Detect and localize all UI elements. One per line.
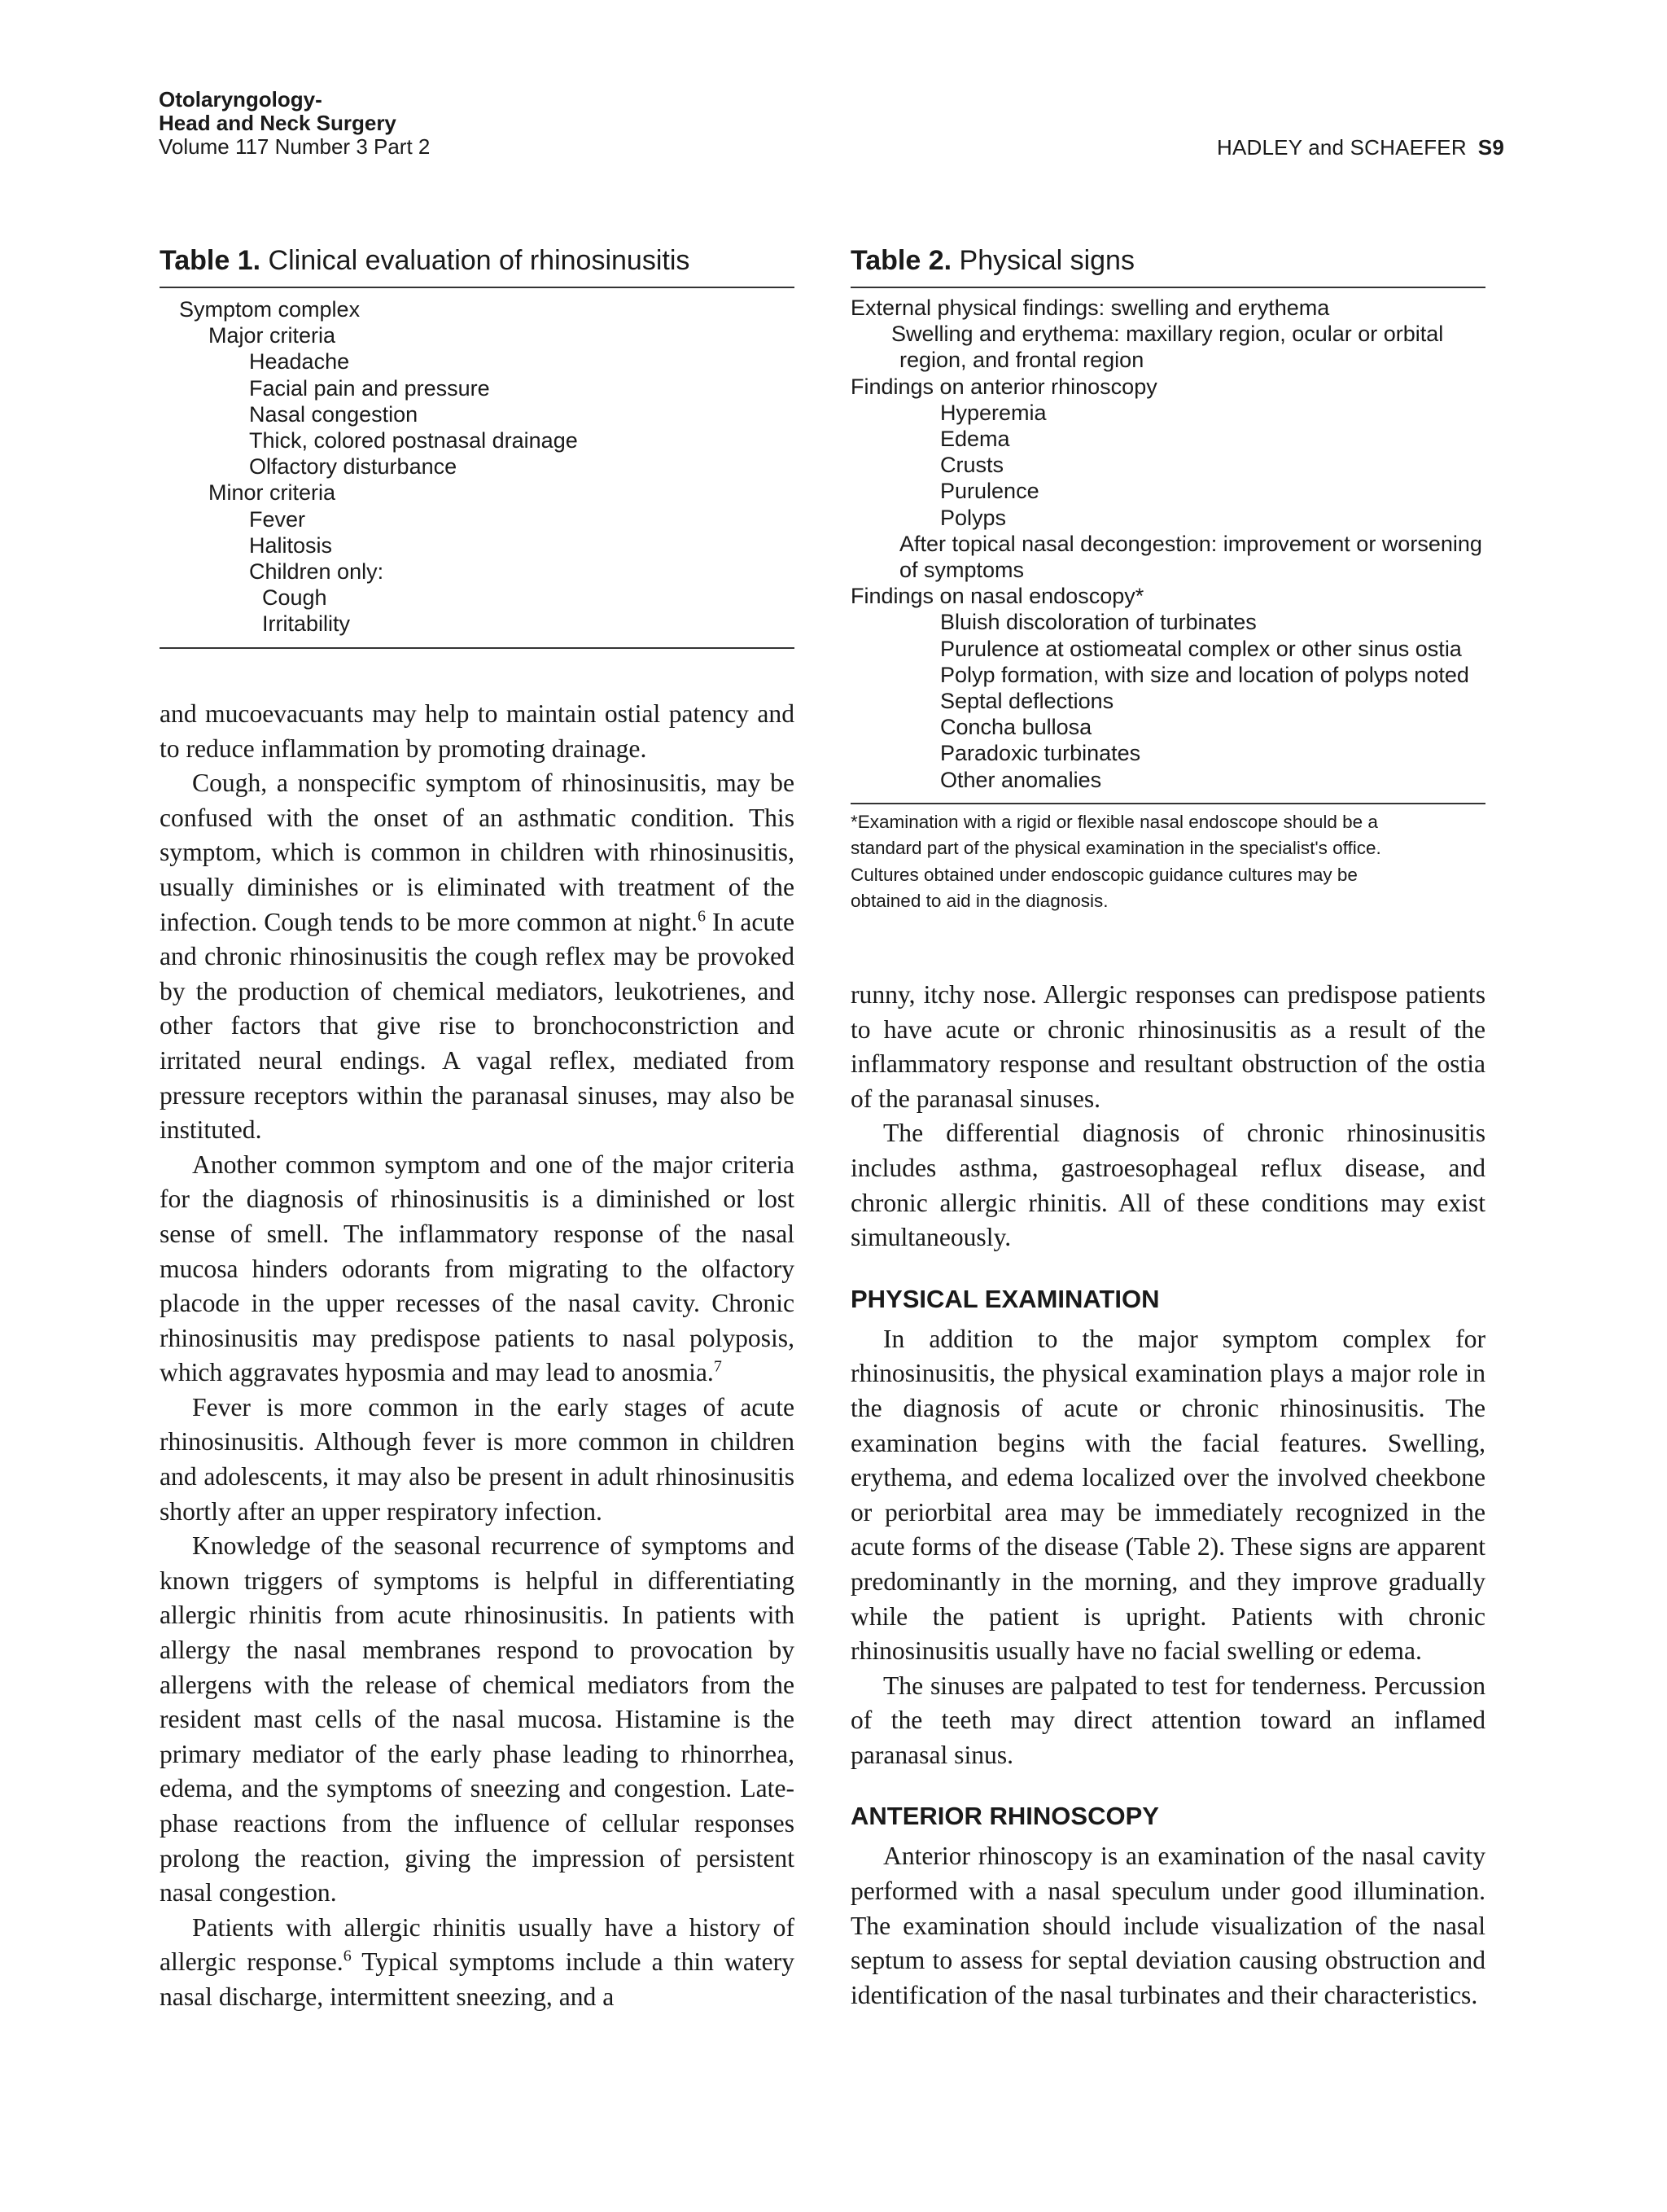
table-row: Polyp formation, with size and location of polyps noted [940, 662, 1469, 687]
footnote-line: Cultures obtained under endoscopic guidance cultures may be [851, 864, 1358, 885]
page-number: S9 [1477, 135, 1504, 160]
table-row: Bluish discoloration of turbinates [940, 610, 1257, 635]
authors: HADLEY and SCHAEFER [1217, 135, 1467, 160]
table-2-label: Table 2. [851, 245, 952, 276]
table-row: Findings on nasal endoscopy* [851, 584, 1144, 609]
paragraph-text: Typical symptoms include a thin watery nasal discharge, intermittent sneezing, and a [160, 1947, 794, 2011]
journal-name-line1: Otolaryngology- [159, 87, 322, 112]
table-row: Symptom complex [179, 297, 361, 322]
table-row: Polyps [940, 505, 1007, 530]
table-2-caption [851, 244, 1485, 277]
footnote-line: *Examination with a rigid or flexible nasal endoscope should be a [851, 811, 1378, 832]
table-1-caption [160, 244, 794, 277]
table-row: Children only: [249, 559, 384, 585]
table-row: Hyperemia [940, 400, 1047, 425]
table-row: Nasal congestion [249, 401, 418, 427]
table-row: Headache [249, 349, 350, 375]
table-row: Minor criteria [208, 480, 336, 506]
paragraph-text: In acute and chronic rhinosinusitis the cough reflex may be provoked by the production of chemical mediators, leukotrienes, and other factors that give rise to bronchoconstriction and irritated neural endings. A vagal reflex, mediated from pressure receptors within the paranasal sinuses, may also be instituted. [160, 907, 795, 1145]
paragraph: runny, itchy nose. Allergic responses can predispose patients to have acute or chronic rhinosinusitis as a result of the inflammatory response and resultant obstruction of the ostia of the paranasal sinuses. [851, 980, 1485, 1113]
table-row: Olfactory disturbance [249, 454, 457, 480]
table-1 [160, 244, 794, 649]
table-row: Other anomalies [940, 767, 1102, 792]
table-row: Halitosis [249, 532, 333, 558]
paragraph-text: Another common symptom and one of the major criteria for the diagnosis of rhinosinusitis is a diminished or lost sense of smell. The inflammatory response of the nasal mucosa hinders odorants from migrating to the olfactory placode in the upper recesses of the nasal cavity. Chronic rhinosinusitis may predispose patients to nasal polyposis, which aggravates hyposmia and may lead to anosmia. [160, 1150, 794, 1387]
footnote-line: obtained to aid in the diagnosis. [851, 891, 1109, 912]
table-2-footnote [851, 804, 1485, 915]
table-row: Crusts [940, 453, 1004, 478]
paragraph: The sinuses are palpated to test for tenderness. Percussion of the teeth may direct attention toward an inflamed paranasal sinus. [851, 1671, 1485, 1769]
table-row: Swelling and erythema: maxillary region, ocular or orbital region, and frontal region [891, 322, 1444, 373]
journal-header [159, 88, 430, 159]
reference-7: 7 [713, 1357, 722, 1376]
table-row: Paradoxic turbinates [940, 741, 1141, 766]
table-row: Purulence [940, 479, 1039, 504]
paragraph [160, 766, 794, 1148]
reference-6: 6 [697, 907, 706, 926]
footnote-line: standard part of the physical examination in the specialist's office. [851, 838, 1381, 859]
table-row: After topical nasal decongestion: improvement or worsening of symptoms [899, 531, 1482, 583]
table-2 [851, 244, 1485, 915]
table-row: Major criteria [208, 323, 336, 348]
table-row: Thick, colored postnasal drainage [249, 428, 578, 453]
table-1-bottom-rule [160, 647, 794, 649]
table-2-body [851, 288, 1485, 803]
paragraph-text: Patients with allergic rhinitis usually have a history of allergic response. [160, 1912, 794, 1977]
paragraph [160, 1148, 794, 1391]
reference-6: 6 [343, 1947, 352, 1965]
paragraph: Anterior rhinoscopy is an examination of the nasal cavity performed with a nasal speculum under good illumination. The examination should include visualization of the nasal septum to assess for septal deviation causing obstruction and identification of the nasal turbinates and their characteristics. [851, 1842, 1485, 2009]
paragraph-text: Cough, a nonspecific symptom of rhinosinusitis, may be confused with the onset of an asthmatic condition. This symptom, which is common in children with rhinosinusitis, usually diminishes or is eliminated with treatment of the infection. Cough tends to be more common at night. [160, 769, 794, 936]
paragraph: The differential diagnosis of chronic rhinosinusitis includes asthma, gastroesophageal reflux disease, and chronic allergic rhinitis. All of these conditions may exist simultaneously. [851, 1119, 1485, 1252]
journal-name-line2: Head and Neck Surgery [159, 111, 396, 135]
table-1-label: Table 1. [160, 245, 261, 276]
left-column [160, 244, 794, 649]
table-1-body [160, 288, 794, 647]
table-2-title: Physical signs [959, 245, 1135, 276]
section-heading-anterior-rhinoscopy: ANTERIOR RHINOSCOPY [851, 1802, 1159, 1831]
table-row: Irritability [262, 611, 351, 637]
table-row: Purulence at ostiomeatal complex or other sinus ostia [940, 636, 1462, 661]
right-column [851, 244, 1485, 915]
table-1-title: Clinical evaluation of rhinosinusitis [268, 245, 690, 276]
paragraph: Fever is more common in the early stages of acute rhinosinusitis. Although fever is more common in children and adolescents, it may also be present in adult rhinosinusitis shortly after an upper respiratory infection. [160, 1392, 794, 1526]
table-row: Facial pain and pressure [249, 375, 490, 401]
paragraph: In addition to the major symptom complex for rhinosinusitis, the physical examination plays a major role in the diagnosis of acute or chronic rhinosinusitis. The examination begins with the facial features. Swelling, erythema, and edema localized over the involved cheekbone or periorbital area may be immediately recognized in the acute forms of the disease (Table 2). These signs are apparent predominantly in the morning, and they improve gradually while the patient is upright. Patients with chronic rhinosinusitis usually have no facial swelling or edema. [851, 1324, 1485, 1666]
volume-line: Volume 117 Number 3 Part 2 [159, 134, 431, 159]
table-row: External physical findings: swelling and erythema [851, 296, 1330, 320]
left-body-text [160, 697, 794, 2015]
table-row: Cough [262, 585, 327, 611]
table-row: Findings on anterior rhinoscopy [851, 374, 1157, 399]
table-row: Concha bullosa [940, 715, 1092, 740]
table-row: Septal deflections [940, 689, 1114, 714]
paragraph: and mucoevacuants may help to maintain ostial patency and to reduce inflammation by promoting drainage. [160, 699, 794, 763]
section-heading-physical-examination: PHYSICAL EXAMINATION [851, 1284, 1160, 1313]
table-row: Fever [249, 506, 306, 532]
paragraph [160, 1911, 794, 2015]
right-body-text [851, 978, 1485, 2013]
table-row: Edema [940, 427, 1010, 452]
page-header-right [1217, 135, 1504, 160]
paragraph: Knowledge of the seasonal recurrence of symptoms and known triggers of symptoms is helpful in differentiating allergic rhinitis from acute rhinosinusitis. In patients with allergy the nasal membranes respond to provocation by allergens with the release of chemical mediators from the resident mast cells of the nasal mucosa. Histamine is the primary mediator of the early phase leading to rhinorrhea, edema, and the symptoms of sneezing and congestion. Late-phase reactions from the influence of cellular responses prolong the reaction, giving the impression of persistent nasal congestion. [160, 1531, 794, 1908]
